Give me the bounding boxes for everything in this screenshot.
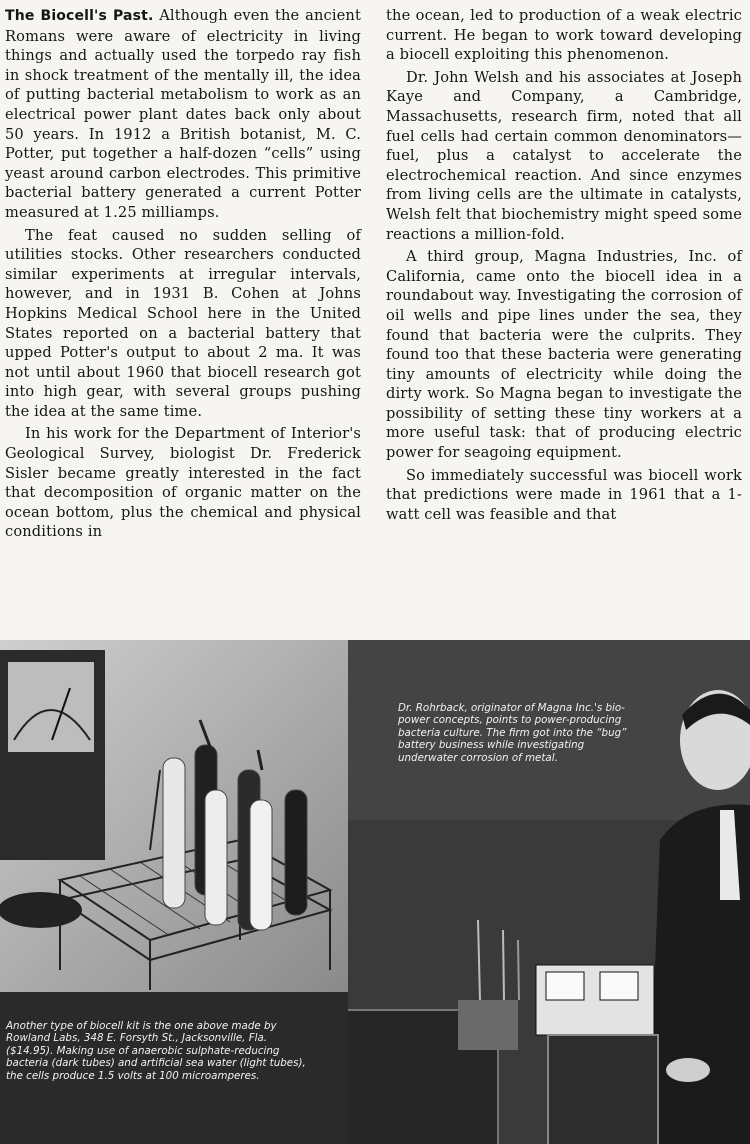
- paragraph: [5, 6, 361, 223]
- test-tube-rack-image: [0, 640, 348, 992]
- runin-heading: The Biocell's Past.: [5, 8, 154, 24]
- paragraph: The feat caused no sudden selling of utilities stocks. Other researchers conducted similar experiments at irregular intervals, however, and in 1931 B. Cohen at Johns Hopkins Medical School here in the United States reported on a bacterial battery that upped Potter's output to about 2 ma. It was not until about 1960 that biocell research got into high gear, with several groups pushing the idea at the same time.: [5, 226, 361, 420]
- paragraph: the ocean, led to production of a weak electric current. He began to work toward developing a biocell exploiting this phenomenon.: [386, 7, 742, 64]
- paragraph: Dr. John Welsh and his associates at Joseph Kaye and Company, a Cambridge, Massachusetts, research firm, noted that all fuel cells had certain common denominators—fuel, plus a catalyst to accelerate the electrochemical reaction. And since enzymes from living cells are the ultimate in catalysts, Welsh felt that biochemistry might speed some reactions a million-fold.: [386, 68, 742, 243]
- article-column-right: [386, 6, 742, 527]
- article-column-left: [5, 6, 361, 545]
- paragraph: A third group, Magna Industries, Inc. of California, came onto the biocell idea in a roundabout way. Investigating the corrosion of oil wells and pipe lines under the sea, they found that bacteria were the culprits. They found too that these bacteria were generating tiny amounts of electricity while doing the dirty work. So Magna began to investigate the possibility of setting these tiny workers at a more useful task: that of producing electric power for seagoing equipment.: [386, 248, 742, 462]
- photo-caption-right: Dr. Rohrback, originator of Magna Inc.'s bio-power concepts, points to power-producing bacteria culture. The firm got into the “bug” battery business while investigating underwater corrosion of metal.: [398, 702, 627, 764]
- biocell-kit-photo: [0, 640, 348, 992]
- paragraph: So immediately successful was biocell work that predictions were made in 1961 that a 1-watt cell was feasible and that: [386, 466, 742, 523]
- paragraph-text: Although even the ancient Romans were aware of electricity in living things and actually used the torpedo ray fish in shock treatment of the mentally ill, the idea of putting bacterial metabolism to work as an electrical power plant dates back only about 50 years. In 1912 a British botanist, M. C. Potter, put together a half-dozen “cells” using yeast around carbon electrodes. This primitive bacterial battery generated a current Potter measured at 1.25 milliamps.: [5, 7, 361, 221]
- photo-caption-left: Another type of biocell kit is the one above made by Rowland Labs, 348 E. Forsyth St., Jacksonville, Fla. ($14.95). Making use of anaerobic sulphate-reducing bacteria (dark tubes) and artificial sea water (light tubes), the cells produce 1.5 volts at 100 microamperes.: [6, 1020, 306, 1082]
- photo-collage: [0, 640, 750, 1144]
- paragraph: In his work for the Department of Interior's Geological Survey, biologist Dr. Frederick Sisler became greatly interested in the fact that decomposition of organic matter on the ocean bottom, plus the chemical and physical conditions in: [5, 425, 361, 541]
